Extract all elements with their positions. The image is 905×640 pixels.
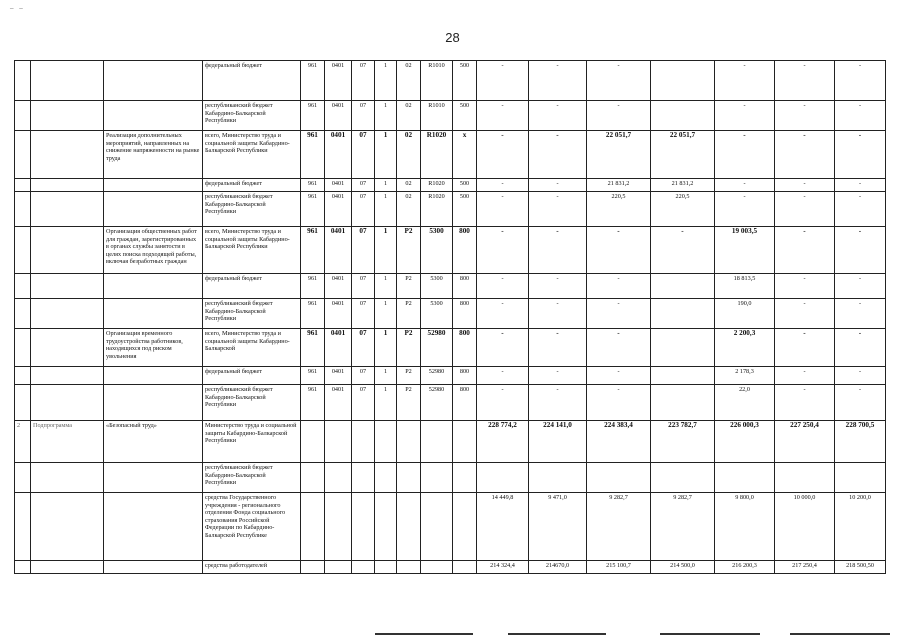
amount-cell: - (835, 299, 886, 329)
budget-code-cell: P2 (397, 329, 421, 367)
amount-cell: - (529, 179, 587, 192)
budget-code-cell: 1 (375, 329, 397, 367)
row-number-cell (15, 561, 31, 574)
budget-code-cell: 800 (453, 299, 477, 329)
budget-code-cell: 07 (352, 385, 375, 421)
budget-code-cell: 07 (352, 101, 375, 131)
program-cell (31, 493, 104, 561)
amount-cell: - (775, 192, 835, 227)
table-row (15, 179, 886, 192)
budget-code-cell: R1010 (421, 61, 453, 101)
funding-source-cell: средства работодателей (203, 561, 301, 574)
budget-code-cell (352, 463, 375, 493)
budget-code-cell: 500 (453, 101, 477, 131)
amount-cell: - (775, 274, 835, 299)
amount-cell: 216 200,3 (715, 561, 775, 574)
funding-source-cell: всего, Министерство труда и социальной защиты Кабардино-Балкарской (203, 329, 301, 367)
budget-code-cell: 0401 (325, 299, 352, 329)
amount-cell: - (477, 101, 529, 131)
budget-code-cell: 07 (352, 192, 375, 227)
budget-code-cell: 02 (397, 101, 421, 131)
page-number: 28 (445, 30, 460, 45)
table-row (15, 421, 886, 463)
table-row (15, 131, 886, 179)
amount-cell (651, 61, 715, 101)
amount-cell: - (529, 385, 587, 421)
budget-code-cell (325, 421, 352, 463)
budget-code-cell (301, 493, 325, 561)
funding-source-cell: республиканский бюджет Кабардино-Балкарской Республики (203, 192, 301, 227)
budget-code-cell (397, 463, 421, 493)
budget-code-cell (397, 421, 421, 463)
budget-code-cell: 961 (301, 179, 325, 192)
row-number-cell (15, 179, 31, 192)
program-cell (31, 192, 104, 227)
event-name-cell: Реализация дополнительных мероприятий, направленных на снижение напряженности на рынке труда (104, 131, 203, 179)
budget-code-cell: 52980 (421, 367, 453, 385)
amount-cell: - (715, 179, 775, 192)
funding-source-cell: федеральный бюджет (203, 274, 301, 299)
row-number-cell (15, 329, 31, 367)
amount-cell: - (529, 329, 587, 367)
amount-cell (651, 101, 715, 131)
amount-cell: - (477, 274, 529, 299)
amount-cell: - (477, 367, 529, 385)
table-row (15, 463, 886, 493)
table-row (15, 493, 886, 561)
amount-cell: 215 100,7 (587, 561, 651, 574)
row-number-cell (15, 274, 31, 299)
budget-code-cell: 961 (301, 131, 325, 179)
amount-cell: 223 782,7 (651, 421, 715, 463)
budget-code-cell: 0401 (325, 329, 352, 367)
row-number-cell (15, 192, 31, 227)
program-cell (31, 179, 104, 192)
budget-code-cell (325, 463, 352, 493)
event-name-cell: «Безопасный труд» (104, 421, 203, 463)
funding-source-cell: республиканский бюджет Кабардино-Балкарской Республики (203, 101, 301, 131)
amount-cell: - (587, 227, 651, 274)
funding-source-cell: федеральный бюджет (203, 179, 301, 192)
budget-code-cell: 1 (375, 227, 397, 274)
amount-cell (775, 463, 835, 493)
program-cell (31, 274, 104, 299)
amount-cell (529, 463, 587, 493)
amount-cell (715, 463, 775, 493)
amount-cell: 214 324,4 (477, 561, 529, 574)
amount-cell: - (775, 61, 835, 101)
amount-cell: - (529, 61, 587, 101)
budget-code-cell (325, 561, 352, 574)
amount-cell: - (715, 61, 775, 101)
budget-code-cell: 800 (453, 367, 477, 385)
amount-cell: 21 831,2 (587, 179, 651, 192)
budget-code-cell: 500 (453, 179, 477, 192)
budget-code-cell: 02 (397, 179, 421, 192)
budget-code-cell: 5300 (421, 274, 453, 299)
amount-cell: - (775, 385, 835, 421)
amount-cell: - (477, 385, 529, 421)
budget-code-cell: P2 (397, 367, 421, 385)
amount-cell: - (715, 192, 775, 227)
budget-code-cell: 500 (453, 61, 477, 101)
amount-cell: - (587, 101, 651, 131)
budget-code-cell: 961 (301, 227, 325, 274)
amount-cell: 10 000,0 (775, 493, 835, 561)
row-number-cell (15, 299, 31, 329)
row-number-cell (15, 61, 31, 101)
budget-code-cell (301, 561, 325, 574)
table-row (15, 227, 886, 274)
amount-cell: - (587, 274, 651, 299)
budget-code-cell: 1 (375, 367, 397, 385)
budget-table (14, 60, 886, 574)
budget-code-cell: 07 (352, 367, 375, 385)
budget-code-cell: 1 (375, 101, 397, 131)
amount-cell: - (529, 101, 587, 131)
budget-code-cell: x (453, 131, 477, 179)
budget-code-cell: 0401 (325, 131, 352, 179)
funding-source-cell: республиканский бюджет Кабардино-Балкарской Республики (203, 463, 301, 493)
event-name-cell (104, 61, 203, 101)
program-cell (31, 561, 104, 574)
row-number-cell (15, 385, 31, 421)
funding-source-cell: республиканский бюджет Кабардино-Балкарской Республики (203, 299, 301, 329)
budget-code-cell: 02 (397, 61, 421, 101)
table-row (15, 561, 886, 574)
budget-code-cell: 07 (352, 61, 375, 101)
amount-cell: 190,0 (715, 299, 775, 329)
amount-cell: - (775, 179, 835, 192)
amount-cell: 22 051,7 (587, 131, 651, 179)
amount-cell: 224 141,0 (529, 421, 587, 463)
amount-cell: - (587, 61, 651, 101)
budget-code-cell: 800 (453, 329, 477, 367)
budget-code-cell: 961 (301, 101, 325, 131)
budget-code-cell: 0401 (325, 61, 352, 101)
amount-cell (835, 463, 886, 493)
budget-code-cell (453, 463, 477, 493)
amount-cell: - (477, 299, 529, 329)
budget-code-cell: 961 (301, 299, 325, 329)
event-name-cell (104, 274, 203, 299)
amount-cell: 217 250,4 (775, 561, 835, 574)
amount-cell: - (529, 274, 587, 299)
budget-code-cell: 961 (301, 385, 325, 421)
budget-code-cell: 0401 (325, 192, 352, 227)
budget-code-cell (352, 421, 375, 463)
budget-code-cell: P2 (397, 227, 421, 274)
program-cell (31, 463, 104, 493)
budget-code-cell (453, 493, 477, 561)
event-name-cell (104, 192, 203, 227)
program-cell (31, 101, 104, 131)
amount-cell: - (715, 131, 775, 179)
budget-code-cell: 800 (453, 227, 477, 274)
budget-code-cell: 500 (453, 192, 477, 227)
budget-code-cell: 5300 (421, 227, 453, 274)
budget-code-cell: 07 (352, 227, 375, 274)
budget-code-cell: 07 (352, 131, 375, 179)
budget-code-cell: P2 (397, 274, 421, 299)
event-name-cell (104, 367, 203, 385)
budget-code-cell: 800 (453, 274, 477, 299)
amount-cell: - (587, 299, 651, 329)
event-name-cell (104, 101, 203, 131)
amount-cell: - (775, 299, 835, 329)
event-name-cell: Организация общественных работ для граждан, зарегистрированных в органах службы занятости в целях поиска подходящей работы, включая безработных граждан (104, 227, 203, 274)
program-cell (31, 299, 104, 329)
funding-source-cell: средства Государственного учреждения - регионального отделения Фонда социального страхования Российской Федерации по Кабардино-Балкарской Республике (203, 493, 301, 561)
amount-cell: 228 700,5 (835, 421, 886, 463)
bottom-rule-lines (0, 633, 905, 637)
amount-cell: 226 000,3 (715, 421, 775, 463)
program-cell (31, 385, 104, 421)
amount-cell: - (477, 329, 529, 367)
amount-cell: 18 813,5 (715, 274, 775, 299)
amount-cell: 2 178,3 (715, 367, 775, 385)
amount-cell: 22,0 (715, 385, 775, 421)
budget-code-cell: R1010 (421, 101, 453, 131)
amount-cell: - (529, 131, 587, 179)
amount-cell: 19 003,5 (715, 227, 775, 274)
amount-cell: - (477, 131, 529, 179)
budget-code-cell (421, 421, 453, 463)
amount-cell: - (529, 227, 587, 274)
budget-code-cell: 0401 (325, 227, 352, 274)
amount-cell: - (775, 227, 835, 274)
funding-source-cell: республиканский бюджет Кабардино-Балкарской Республики (203, 385, 301, 421)
budget-code-cell: 800 (453, 385, 477, 421)
table-row (15, 367, 886, 385)
amount-cell: - (587, 367, 651, 385)
budget-code-cell: 1 (375, 179, 397, 192)
amount-cell: - (715, 101, 775, 131)
program-cell (31, 367, 104, 385)
amount-cell: - (835, 101, 886, 131)
budget-code-cell: 961 (301, 61, 325, 101)
budget-code-cell: 0401 (325, 179, 352, 192)
budget-code-cell: 1 (375, 385, 397, 421)
budget-code-cell: 0401 (325, 274, 352, 299)
table-row (15, 61, 886, 101)
budget-code-cell: 1 (375, 131, 397, 179)
budget-code-cell: R1020 (421, 179, 453, 192)
budget-code-cell (352, 493, 375, 561)
amount-cell: 227 250,4 (775, 421, 835, 463)
amount-cell (651, 463, 715, 493)
amount-cell: 10 200,0 (835, 493, 886, 561)
budget-code-cell (453, 421, 477, 463)
budget-code-cell: 02 (397, 192, 421, 227)
row-number-cell (15, 131, 31, 179)
budget-code-cell: 5300 (421, 299, 453, 329)
amount-cell: 228 774,2 (477, 421, 529, 463)
budget-code-cell: 961 (301, 274, 325, 299)
amount-cell: - (587, 385, 651, 421)
program-cell (31, 329, 104, 367)
budget-code-cell (375, 463, 397, 493)
budget-code-cell: 0401 (325, 385, 352, 421)
budget-code-cell: 07 (352, 299, 375, 329)
budget-code-cell: 961 (301, 329, 325, 367)
amount-cell: 9 282,7 (587, 493, 651, 561)
program-cell (31, 227, 104, 274)
budget-code-cell: R1020 (421, 192, 453, 227)
budget-code-cell: 961 (301, 367, 325, 385)
amount-cell: - (835, 274, 886, 299)
program-cell (31, 131, 104, 179)
table-row (15, 101, 886, 131)
amount-cell: - (835, 192, 886, 227)
budget-code-cell (397, 493, 421, 561)
row-number-cell (15, 463, 31, 493)
amount-cell: - (529, 367, 587, 385)
amount-cell: - (529, 192, 587, 227)
amount-cell (651, 329, 715, 367)
budget-code-cell: 0401 (325, 367, 352, 385)
budget-code-cell: 0401 (325, 101, 352, 131)
budget-code-cell (375, 561, 397, 574)
budget-code-cell: 1 (375, 61, 397, 101)
amount-cell: 218 500,50 (835, 561, 886, 574)
table-row (15, 329, 886, 367)
amount-cell: 220,5 (587, 192, 651, 227)
budget-code-cell: P2 (397, 299, 421, 329)
row-number-cell (15, 493, 31, 561)
budget-code-cell: 02 (397, 131, 421, 179)
budget-code-cell (352, 561, 375, 574)
amount-cell: - (529, 299, 587, 329)
budget-code-cell: 52980 (421, 385, 453, 421)
amount-cell (651, 367, 715, 385)
amount-cell: - (775, 329, 835, 367)
top-marks: – – (10, 4, 25, 12)
budget-code-cell: 1 (375, 192, 397, 227)
amount-cell: - (835, 131, 886, 179)
amount-cell: 214 500,0 (651, 561, 715, 574)
event-name-cell (104, 463, 203, 493)
amount-cell: 21 831,2 (651, 179, 715, 192)
amount-cell: 2 200,3 (715, 329, 775, 367)
program-cell: Подпрограмма (31, 421, 104, 463)
table-row (15, 299, 886, 329)
budget-code-cell: 07 (352, 179, 375, 192)
event-name-cell (104, 561, 203, 574)
amount-cell: - (835, 367, 886, 385)
program-cell (31, 61, 104, 101)
row-number-cell (15, 227, 31, 274)
table-row (15, 274, 886, 299)
amount-cell: 9 471,0 (529, 493, 587, 561)
amount-cell: 9 282,7 (651, 493, 715, 561)
budget-code-cell (453, 561, 477, 574)
amount-cell: - (477, 179, 529, 192)
event-name-cell (104, 299, 203, 329)
budget-code-cell: P2 (397, 385, 421, 421)
budget-code-cell (301, 421, 325, 463)
amount-cell (587, 463, 651, 493)
amount-cell: 214670,0 (529, 561, 587, 574)
budget-code-cell: R1020 (421, 131, 453, 179)
event-name-cell (104, 493, 203, 561)
amount-cell: - (775, 101, 835, 131)
amount-cell: 224 383,4 (587, 421, 651, 463)
amount-cell: - (775, 367, 835, 385)
funding-source-cell: Министерство труда и социальной защиты Кабардино-Балкарской Республики (203, 421, 301, 463)
amount-cell: - (477, 227, 529, 274)
budget-code-cell (397, 561, 421, 574)
amount-cell (651, 385, 715, 421)
amount-cell: - (835, 61, 886, 101)
table-row (15, 385, 886, 421)
budget-code-cell (421, 463, 453, 493)
funding-source-cell: федеральный бюджет (203, 61, 301, 101)
amount-cell: - (835, 329, 886, 367)
amount-cell: - (651, 227, 715, 274)
amount-cell: 220,5 (651, 192, 715, 227)
budget-code-cell: 07 (352, 329, 375, 367)
budget-code-cell: 52980 (421, 329, 453, 367)
budget-code-cell: 07 (352, 274, 375, 299)
amount-cell: - (775, 131, 835, 179)
amount-cell (477, 463, 529, 493)
table-row (15, 192, 886, 227)
budget-code-cell (375, 493, 397, 561)
budget-code-cell (325, 493, 352, 561)
budget-code-cell: 1 (375, 299, 397, 329)
budget-code-cell: 1 (375, 274, 397, 299)
budget-code-cell (375, 421, 397, 463)
funding-source-cell: федеральный бюджет (203, 367, 301, 385)
budget-code-cell (301, 463, 325, 493)
amount-cell: - (587, 329, 651, 367)
event-name-cell (104, 385, 203, 421)
budget-code-cell: 961 (301, 192, 325, 227)
row-number-cell: 2 (15, 421, 31, 463)
row-number-cell (15, 367, 31, 385)
amount-cell: - (835, 385, 886, 421)
amount-cell: 14 449,8 (477, 493, 529, 561)
row-number-cell (15, 101, 31, 131)
event-name-cell (104, 179, 203, 192)
amount-cell (651, 274, 715, 299)
event-name-cell: Организация временного трудоустройства работников, находящихся под риском увольнения (104, 329, 203, 367)
budget-code-cell (421, 561, 453, 574)
amount-cell: 9 800,0 (715, 493, 775, 561)
amount-cell: 22 051,7 (651, 131, 715, 179)
amount-cell: - (835, 179, 886, 192)
amount-cell: - (477, 192, 529, 227)
funding-source-cell: всего, Министерство труда и социальной защиты Кабардино-Балкарской Республики (203, 227, 301, 274)
amount-cell: - (477, 61, 529, 101)
budget-code-cell (421, 493, 453, 561)
amount-cell: - (835, 227, 886, 274)
amount-cell (651, 299, 715, 329)
funding-source-cell: всего, Министерство труда и социальной защиты Кабардино-Балкарской Республики (203, 131, 301, 179)
